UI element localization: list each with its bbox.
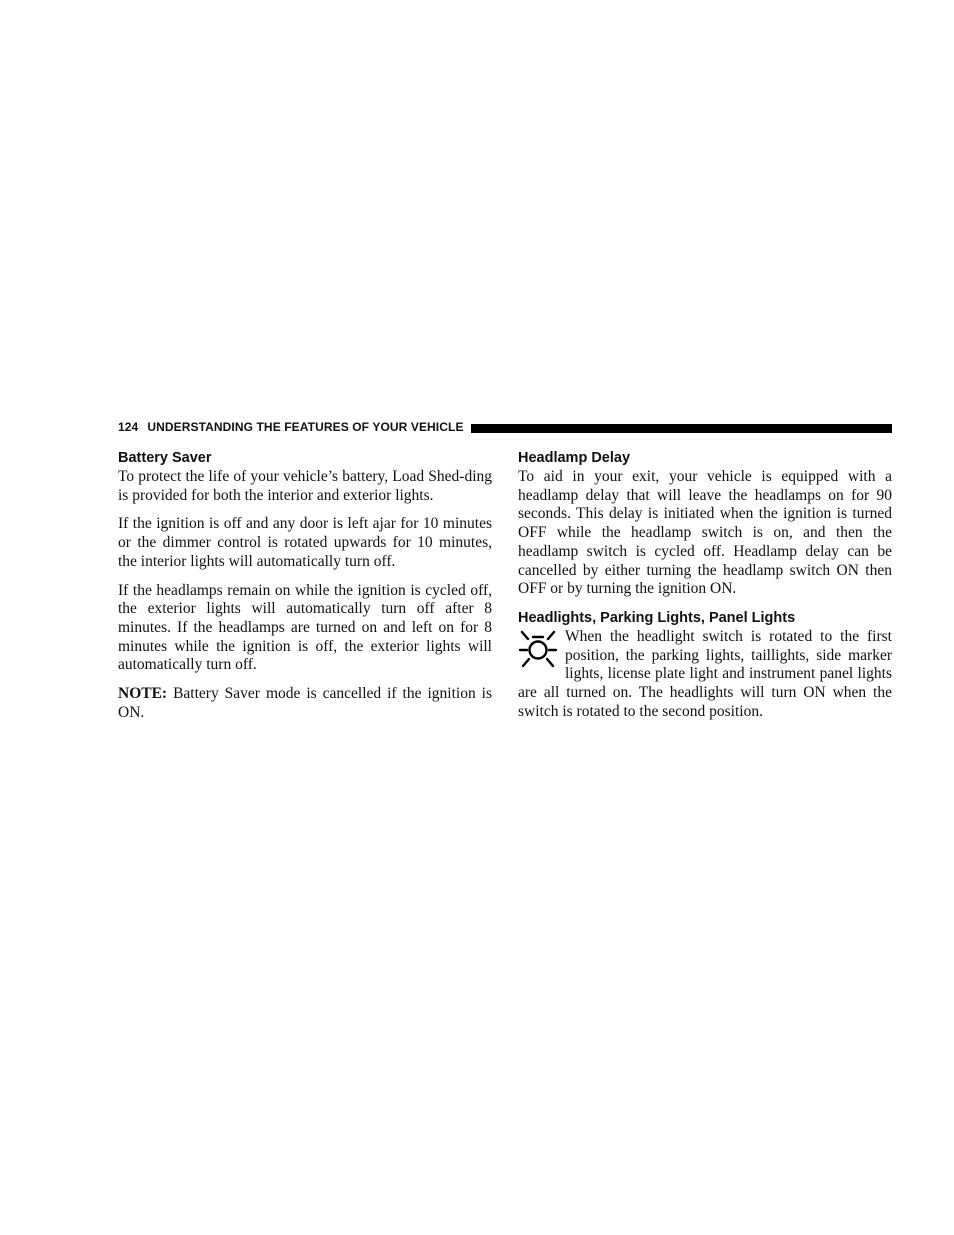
note-text: Battery Saver mode is cancelled if the ignition is ON. <box>118 685 492 721</box>
parking-light-icon <box>518 630 558 668</box>
headlights-heading: Headlights, Parking Lights, Panel Lights <box>518 609 796 626</box>
header-rule <box>471 424 892 433</box>
page-number: 124 <box>118 420 139 434</box>
headlamp-delay-paragraph: To aid in your exit, your vehicle is equipped with a headlamp delay that will leave the headlamps on for 90 seconds. This delay is initiated when the ignition is turned OFF while the headlamp switch is on, and then the headlamp switch is cycled off. Headlamp delay can be cancelled by either turning the headlamp switch ON then OFF or by turning the ignition ON. <box>518 468 892 598</box>
left-column <box>118 449 492 732</box>
running-head: UNDERSTANDING THE FEATURES OF YOUR VEHICLE <box>147 420 464 434</box>
battery-saver-paragraph-2: If the ignition is off and any door is left ajar for 10 minutes or the dimmer control is rotated upwards for 10 minutes, the interior lights will automatically turn off. <box>118 515 492 570</box>
page-header <box>118 419 892 435</box>
battery-saver-paragraph-1: To protect the life of your vehicle’s battery, Load Shed-ding is provided for both the interior and exterior lights. <box>118 468 492 504</box>
note-label: NOTE: <box>118 685 168 703</box>
headlamp-delay-heading: Headlamp Delay <box>518 450 631 466</box>
right-column <box>518 449 892 731</box>
headlights-paragraph <box>518 628 892 722</box>
battery-saver-heading: Battery Saver <box>118 450 212 466</box>
headlights-paragraph-text: When the headlight switch is rotated to the first position, the parking lights, taillights, side marker lights, license plate light and instrument panel lights are all turned on. The headlights will turn ON when the switch is rotated to the second position. <box>518 627 892 720</box>
battery-saver-paragraph-3: If the headlamps remain on while the ignition is cycled off, the exterior lights will automatically turn off after 8 minutes. If the headlamps are turned on and left on for 8 minutes while the ignition is off, the exterior lights will automatically turn off. <box>118 581 492 674</box>
battery-saver-note <box>118 685 492 722</box>
